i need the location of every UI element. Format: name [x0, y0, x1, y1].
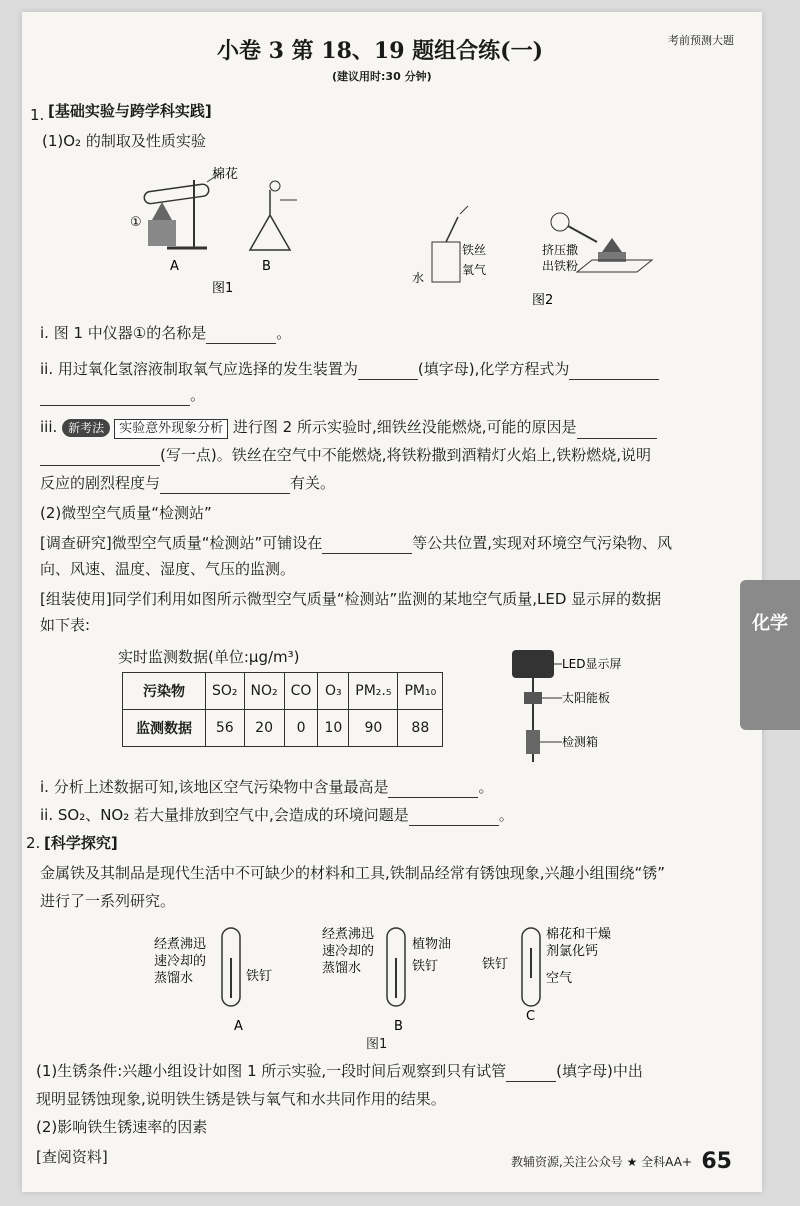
tube-c-label: C [526, 1009, 536, 1024]
air-label: 空气 [546, 971, 573, 986]
monitoring-table [122, 672, 443, 747]
q2-p2: (2)影响铁生锈速率的因素 [36, 1118, 208, 1136]
q1-iii-line3: 反应的剧烈程度与 有关。 [40, 474, 336, 492]
water-label: 水 [412, 271, 425, 285]
q1-analysis-ii: ii. SO₂、NO₂ 若大量排放到空气中,会造成的环境问题是 。 [40, 806, 514, 824]
rust-fig-caption: 图1 [366, 1037, 388, 1052]
fig1-b-label: B [262, 259, 271, 274]
answer-blank[interactable] [506, 1063, 556, 1082]
tube-a-label: A [234, 1019, 243, 1034]
q1-iii: iii. 新考法 实验意外现象分析 进行图 2 所示实验时,细铁丝没能燃烧,可能的原因是 [40, 416, 657, 439]
page-subtitle: (建议用时:30 分钟) [332, 70, 432, 83]
q1-ii: ii. 用过氧化氢溶液制取氧气应选择的发生装置为 (填字母),化学方程式为 [40, 358, 659, 380]
tube-b-label: B [394, 1019, 403, 1034]
analysis-tag: 实验意外现象分析 [114, 419, 228, 439]
apparatus-b [250, 181, 297, 250]
figure-rust-experiment [142, 918, 612, 1048]
answer-blank[interactable] [160, 475, 290, 494]
c-nail-label: 铁钉 [482, 957, 509, 972]
q1-iii-line2: (写一点)。铁丝在空气中不能燃烧,将铁粉撒到酒精灯火焰上,铁粉燃烧,说明 [40, 444, 651, 466]
c-cotton-label: 棉花和干燥 剂氯化钙 [546, 927, 612, 959]
solar-panel-icon [524, 692, 542, 704]
answer-blank[interactable] [206, 325, 276, 344]
a-water-label: 经煮沸迅 速冷却的 蒸馏水 [154, 937, 207, 986]
q1-part1-title: (1)O₂ 的制取及性质实验 [42, 132, 206, 150]
subject-tab-label: 化学 [752, 613, 788, 634]
workbook-page [22, 12, 762, 1192]
q2-intro: 金属铁及其制品是现代生活中不可缺少的材料和工具,铁制品经常有锈蚀现象,兴趣小组围绕“锈” [40, 864, 666, 882]
table-caption: 实时监测数据(单位:μg/m³) [118, 648, 300, 666]
answer-blank[interactable] [569, 361, 659, 380]
b-water-label: 经煮沸迅 速冷却的 蒸馏水 [322, 927, 375, 976]
page-title: 小卷 3 第 18、19 题组合练(一) [217, 38, 543, 64]
test-tube-c [522, 928, 540, 1006]
fig1-a-label: A [170, 259, 179, 274]
q2-p1: (1)生锈条件:兴趣小组设计如图 1 所示实验,一段时间后观察到只有试管 (填字母)中出 [36, 1062, 643, 1080]
q1-part2-title: (2)微型空气质量“检测站” [40, 504, 212, 522]
led-screen-icon [512, 650, 554, 678]
answer-blank[interactable] [577, 420, 657, 439]
oil-label: 植物油 [412, 937, 452, 952]
page-number: 65 [701, 1149, 732, 1174]
q1-section: [基础实验与跨学科实践] [48, 102, 212, 120]
q2-number: 2. [26, 834, 41, 852]
figure2-apparatus [402, 202, 672, 312]
answer-blank[interactable] [409, 807, 499, 826]
answer-blank[interactable] [388, 779, 478, 798]
solar-label: 太阳能板 [562, 691, 611, 705]
cotton-label: 棉花 [212, 167, 239, 182]
table-row: 污染物 SO₂ NO₂ CO O₃ PM₂.₅ PM₁₀ [123, 673, 443, 710]
table-row: 监测数据 56 20 0 10 90 88 [123, 710, 443, 747]
iron-powder-label: 出铁粉 [542, 259, 579, 273]
b-nail-label: 铁钉 [412, 959, 439, 974]
q2-p3: [查阅资料] [36, 1148, 108, 1166]
q1-assembly-line2: 如下表: [40, 616, 91, 634]
box-label: 检测箱 [562, 735, 599, 749]
a-nail-label: 铁钉 [246, 969, 273, 984]
led-label: LED显示屏 [562, 657, 622, 671]
header-label: 考前预测大题 [668, 34, 734, 47]
answer-blank[interactable] [358, 361, 418, 380]
q1-analysis-i: i. 分析上述数据可知,该地区空气污染物中含量最高是 。 [40, 778, 494, 796]
q1-number: 1. [30, 106, 45, 124]
answer-blank[interactable] [40, 447, 160, 466]
subject-tab[interactable] [740, 580, 800, 730]
q2-section: [科学探究] [44, 834, 118, 852]
q2-intro-line2: 进行了一系列研究。 [40, 892, 176, 910]
q1-survey-line2: 向、风速、温度、湿度、气压的监测。 [40, 560, 296, 578]
monitoring-station [502, 642, 662, 782]
q1-survey: [调查研究]微型空气质量“检测站”可铺设在 等公共位置,实现对环境空气污染物、风 [40, 534, 673, 552]
answer-blank[interactable] [40, 387, 190, 406]
q2-p1-line2: 现明显锈蚀现象,说明铁生锈是铁与氧气和水共同作用的结果。 [36, 1090, 446, 1108]
fig2-caption: 图2 [532, 293, 554, 308]
footer-ad: 教辅资源,关注公众号 ★ 全科AA+ [510, 1155, 692, 1169]
answer-blank[interactable] [322, 535, 412, 554]
q1-i: i. 图 1 中仪器①的名称是 。 [40, 324, 292, 342]
new-method-tag: 新考法 [62, 419, 110, 437]
q1-ii-line2: 。 [40, 384, 205, 406]
oxygen-label: 氧气 [462, 263, 487, 277]
q1-assembly: [组装使用]同学们利用如图所示微型空气质量“检测站”监测的某地空气质量,LED 显示屏的数据 [40, 590, 662, 608]
iron-wire-label: 铁丝 [462, 243, 487, 257]
test-tube-a [222, 928, 240, 1006]
figure1-apparatus [112, 160, 302, 300]
fig1-caption: 图1 [212, 281, 234, 296]
test-tube-b [387, 928, 405, 1006]
detection-box-icon [526, 730, 540, 754]
squeeze-label: 挤压撒 [542, 243, 579, 257]
instrument-one-label: ① [130, 215, 142, 230]
apparatus-a [143, 172, 222, 248]
